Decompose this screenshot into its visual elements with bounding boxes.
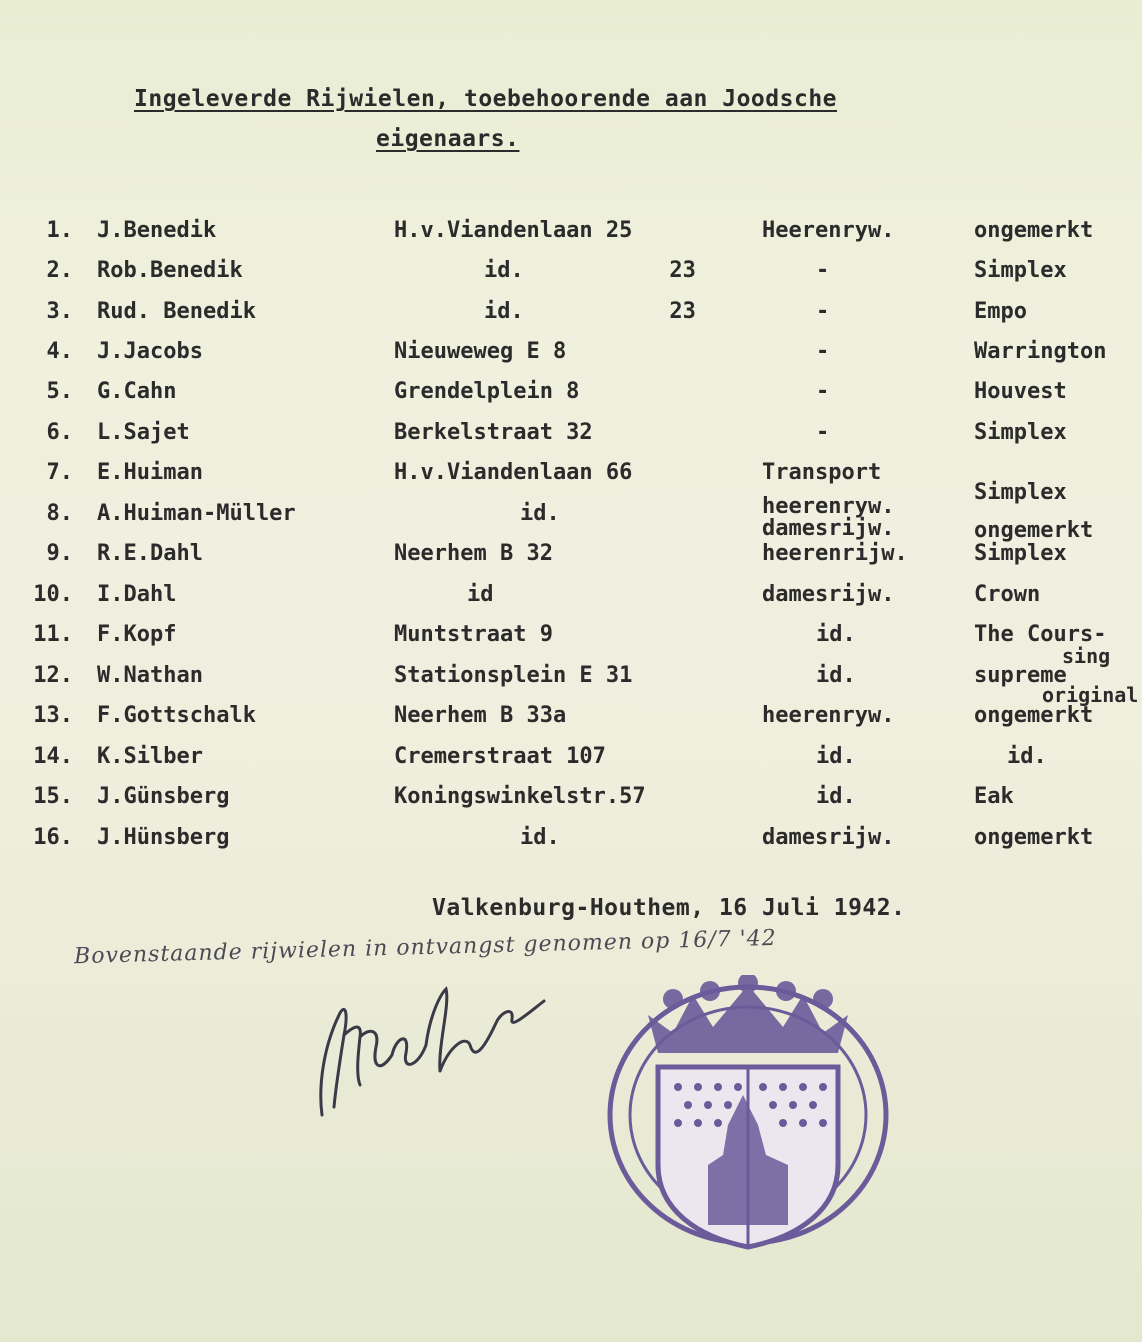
- bicycle-type: Transport: [762, 460, 882, 485]
- table-row: [0, 705, 1142, 745]
- municipal-seal-icon: [598, 975, 898, 1265]
- bicycle-make: id.: [1007, 744, 1047, 769]
- bicycle-make: Empo: [974, 299, 1027, 324]
- row-8-type: damesrijw.: [762, 516, 895, 541]
- bicycle-type: -: [816, 379, 830, 404]
- place-and-date: Valkenburg-Houthem, 16 Juli 1942.: [432, 895, 906, 921]
- row-number: 14.: [33, 744, 73, 769]
- bicycle-type: -: [816, 258, 830, 283]
- table-row: [0, 220, 1142, 260]
- bicycle-type: id.: [816, 663, 856, 688]
- bicycle-type: heerenryw.: [762, 703, 895, 728]
- bicycle-type: id.: [816, 622, 856, 647]
- table-row: [0, 460, 1142, 505]
- table-row: [0, 341, 1142, 381]
- row-number: 1.: [46, 218, 73, 243]
- row-number: 2.: [46, 258, 73, 283]
- row-number: 6.: [46, 420, 73, 445]
- row-number: 12.: [33, 663, 73, 688]
- table-row: [0, 746, 1142, 786]
- owner-name: J.Benedik: [97, 218, 217, 243]
- owner-name: F.Kopf: [97, 622, 177, 647]
- row-number: 9.: [46, 541, 73, 566]
- row-7-type-line2: heerenryw.: [762, 494, 895, 519]
- owner-name: J.Günsberg: [97, 784, 230, 809]
- row-number: 7.: [46, 460, 73, 485]
- owner-address: Nieuweweg E 8: [394, 339, 567, 364]
- row-number: 8.: [46, 501, 73, 526]
- bicycle-make: The Cours-: [974, 622, 1107, 647]
- owner-name: E.Huiman: [97, 460, 203, 485]
- handwritten-note: Bovenstaande rijwielen in ontvangst genomen op 16/7 '42: [73, 925, 778, 970]
- row-8-make: ongemerkt: [974, 518, 1094, 543]
- row-12-make-sub: original: [1042, 683, 1139, 707]
- bicycle-make: supreme: [974, 663, 1067, 688]
- owner-address: Muntstraat 9: [394, 622, 553, 647]
- table-row: [0, 381, 1142, 421]
- owner-address: Neerhem B 32: [394, 541, 553, 566]
- bicycle-type: -: [816, 420, 830, 445]
- bicycle-make: Simplex: [974, 258, 1067, 283]
- owner-name: I.Dahl: [97, 582, 177, 607]
- owner-address: Cremerstraat 107: [394, 744, 606, 769]
- bicycle-make: Eak: [974, 784, 1014, 809]
- bicycle-type: damesrijw.: [762, 582, 895, 607]
- table-row: [0, 301, 1142, 341]
- table-row: [0, 827, 1142, 867]
- bicycle-type: Heerenryw.: [762, 218, 895, 243]
- table-row: [0, 503, 1142, 543]
- owner-name: L.Sajet: [97, 420, 190, 445]
- table-row: [0, 786, 1142, 826]
- table-row: [0, 622, 1142, 668]
- bicycle-type: damesrijw.: [762, 825, 895, 850]
- owner-name: Rob.Benedik: [97, 258, 243, 283]
- table-row: [0, 543, 1142, 583]
- owner-name: K.Silber: [97, 744, 203, 769]
- owner-name: J.Jacobs: [97, 339, 203, 364]
- owner-address: H.v.Viandenlaan 25: [394, 218, 633, 243]
- owner-name: J.Hünsberg: [97, 825, 230, 850]
- bicycle-type: id.: [816, 744, 856, 769]
- owner-name: R.E.Dahl: [97, 541, 203, 566]
- row-number: 11.: [33, 622, 73, 647]
- owner-address: id: [467, 582, 494, 607]
- bicycle-make: ongemerkt: [974, 218, 1094, 243]
- bicycle-type: heerenrijw.: [762, 541, 908, 566]
- bicycle-make: ongemerkt: [974, 825, 1094, 850]
- bicycle-type: -: [816, 339, 830, 364]
- owner-address: Stationsplein E 31: [394, 663, 633, 688]
- table-row: [0, 665, 1142, 705]
- owner-name: Rud. Benedik: [97, 299, 256, 324]
- owner-address: Grendelplein 8: [394, 379, 580, 404]
- handwritten-signature: [300, 975, 560, 1125]
- owner-address: Berkelstraat 32: [394, 420, 593, 445]
- owner-name: W.Nathan: [97, 663, 203, 688]
- owner-address: id. 23: [484, 299, 696, 324]
- table-row: [0, 584, 1142, 624]
- bicycle-make: Simplex: [974, 541, 1067, 566]
- row-number: 13.: [33, 703, 73, 728]
- owner-name: G.Cahn: [97, 379, 177, 404]
- bicycle-make: ongemerkt: [974, 703, 1094, 728]
- row-7-make: Simplex: [974, 480, 1067, 505]
- row-number: 10.: [33, 582, 73, 607]
- owner-address: H.v.Viandenlaan 66: [394, 460, 633, 485]
- owner-address: id.: [520, 501, 560, 526]
- owner-name: A.Huiman-Müller: [97, 501, 296, 526]
- bicycle-type: id.: [816, 784, 856, 809]
- row-number: 15.: [33, 784, 73, 809]
- owner-address: Koningswinkelstr.57: [394, 784, 646, 809]
- row-number: 5.: [46, 379, 73, 404]
- owner-address: id.: [520, 825, 560, 850]
- bicycle-type: -: [816, 299, 830, 324]
- row-number: 16.: [33, 825, 73, 850]
- bicycle-make: Simplex: [974, 420, 1067, 445]
- row-11-make-sub: sing: [1062, 644, 1111, 668]
- table-row: [0, 422, 1142, 462]
- document-title-line2: eigenaars.: [376, 126, 520, 152]
- owner-address: id. 23: [484, 258, 696, 283]
- owner-address: Neerhem B 33a: [394, 703, 567, 728]
- document-title: Ingeleverde Rijwielen, toebehoorende aan Joodsche: [134, 86, 838, 112]
- row-number: 4.: [46, 339, 73, 364]
- owner-name: F.Gottschalk: [97, 703, 256, 728]
- bicycle-make: Warrington: [974, 339, 1107, 364]
- bicycle-make: Houvest: [974, 379, 1067, 404]
- table-row: [0, 260, 1142, 300]
- row-number: 3.: [46, 299, 73, 324]
- bicycle-make: Crown: [974, 582, 1041, 607]
